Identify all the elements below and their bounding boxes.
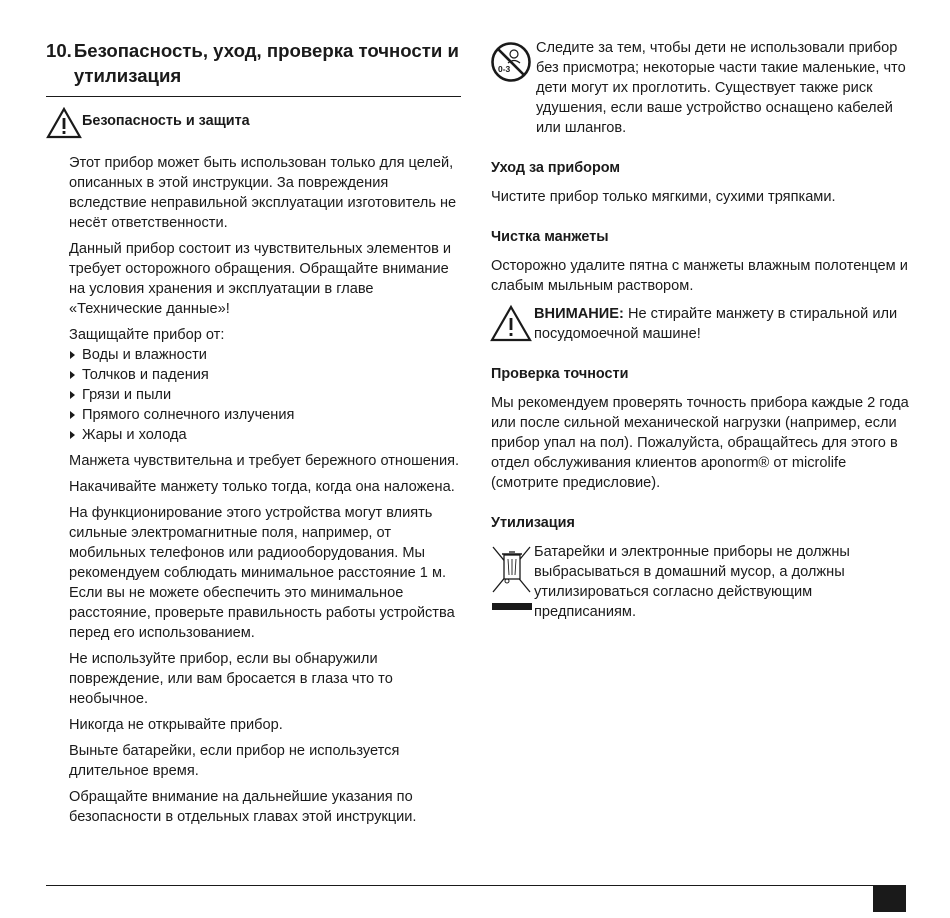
disposal-heading: Утилизация <box>491 515 575 531</box>
safety-paragraph-5: Накачивайте манжету только тогда, когда она наложена. <box>69 479 455 495</box>
cuff-text: Осторожно удалите пятна с манжеты влажным полотенцем и слабым мыльным раствором. <box>491 258 908 294</box>
safety-body <box>69 153 461 827</box>
list-item: Грязи и пыли <box>69 385 461 405</box>
section-number: 10. <box>46 40 72 61</box>
safety-paragraph-9: Выньте батарейки, если прибор не используется длительное время. <box>69 743 400 779</box>
protect-list <box>69 345 461 445</box>
safety-paragraph-3: Защищайте прибор от: <box>69 327 225 343</box>
bullet-arrow-icon <box>70 351 75 359</box>
list-item: Воды и влажности <box>69 345 461 365</box>
accuracy-text: Мы рекомендуем проверять точность прибора каждые 2 года или после сильной механической нагрузки (например, если прибор упал на пол). Пожалуйста, обращайтесь для этого в отдел обслуживания клиентов aponorm® от microlife (смотрите предисловие). <box>491 395 909 491</box>
children-warning-text: Следите за тем, чтобы дети не использовали прибор без присмотра; некоторые части такие маленькие, что дети могут их проглотить. Существует также риск удушения, если ваше устройство оснащено кабелей или шлангов. <box>536 40 906 136</box>
bullet-arrow-icon <box>70 391 75 399</box>
warning-label: ВНИМАНИЕ: <box>534 306 624 322</box>
safety-paragraph-4: Манжета чувствительна и требует бережного отношения. <box>69 453 460 469</box>
safety-paragraph-8: Никогда не открывайте прибор. <box>69 717 283 733</box>
crossed-out-wheelie-bin-icon <box>490 542 534 626</box>
not-for-children-0-3-icon <box>490 41 534 85</box>
care-heading: Уход за прибором <box>491 160 620 176</box>
bullet-arrow-icon <box>70 431 75 439</box>
care-text: Чистите прибор только мягкими, сухими тряпками. <box>491 189 836 205</box>
cuff-warning-text: ВНИМАНИЕ: Не стирайте манжету в стиральной или посудомоечной машине! <box>534 306 898 342</box>
safety-heading-row <box>46 103 461 139</box>
warning-triangle-icon <box>46 107 82 139</box>
section-title <box>46 38 461 97</box>
list-item: Прямого солнечного излучения <box>69 405 461 425</box>
safety-heading: Безопасность и защита <box>82 113 250 129</box>
age-label: 0-3 <box>498 64 511 74</box>
right-column <box>491 38 911 626</box>
children-warning <box>490 38 911 138</box>
disposal-block <box>490 542 911 626</box>
safety-paragraph-6: На функционирование этого устройства могут влиять сильные электромагнитные поля, например, от мобильных телефонов или радиооборудования. Мы рекомендуем соблюдать минимальное расстояние 1 м. Если вы не можете обеспечить это минимальное расстояние, проверьте правильность работы устройства перед его использованием. <box>69 505 455 641</box>
list-item: Жары и холода <box>69 425 461 445</box>
warning-triangle-icon <box>490 304 534 344</box>
safety-paragraph-1: Этот прибор может быть использован только для целей, описанных в этой инструкции. За повреждения вследствие неправильной эксплуатации изготовитель не несёт ответственности. <box>69 155 457 231</box>
section-title-text: Безопасность, уход, проверка точности и утилизация <box>73 40 459 86</box>
bullet-arrow-icon <box>70 371 75 379</box>
disposal-text: Батарейки и электронные приборы не должны выбрасываться в домашний мусор, а должны утилизироваться согласно действующим предписаниям. <box>534 544 850 620</box>
page-marker <box>873 886 906 912</box>
list-item: Толчков и падения <box>69 365 461 385</box>
left-column <box>46 38 461 833</box>
safety-paragraph-2: Данный прибор состоит из чувствительных элементов и требует осторожного обращения. Обращайте внимание на условия хранения и эксплуатации в главе «Технические данные»! <box>69 241 452 317</box>
cuff-warning <box>491 304 911 344</box>
footer-rule <box>46 885 906 886</box>
cuff-heading: Чистка манжеты <box>491 229 609 245</box>
safety-paragraph-10: Обращайте внимание на дальнейшие указания по безопасности в отдельных главах этой инструкции. <box>69 789 417 825</box>
bullet-arrow-icon <box>70 411 75 419</box>
accuracy-heading: Проверка точности <box>491 366 629 382</box>
safety-paragraph-7: Не используйте прибор, если вы обнаружили повреждение, или вам бросается в глаза что то необычное. <box>69 651 393 707</box>
